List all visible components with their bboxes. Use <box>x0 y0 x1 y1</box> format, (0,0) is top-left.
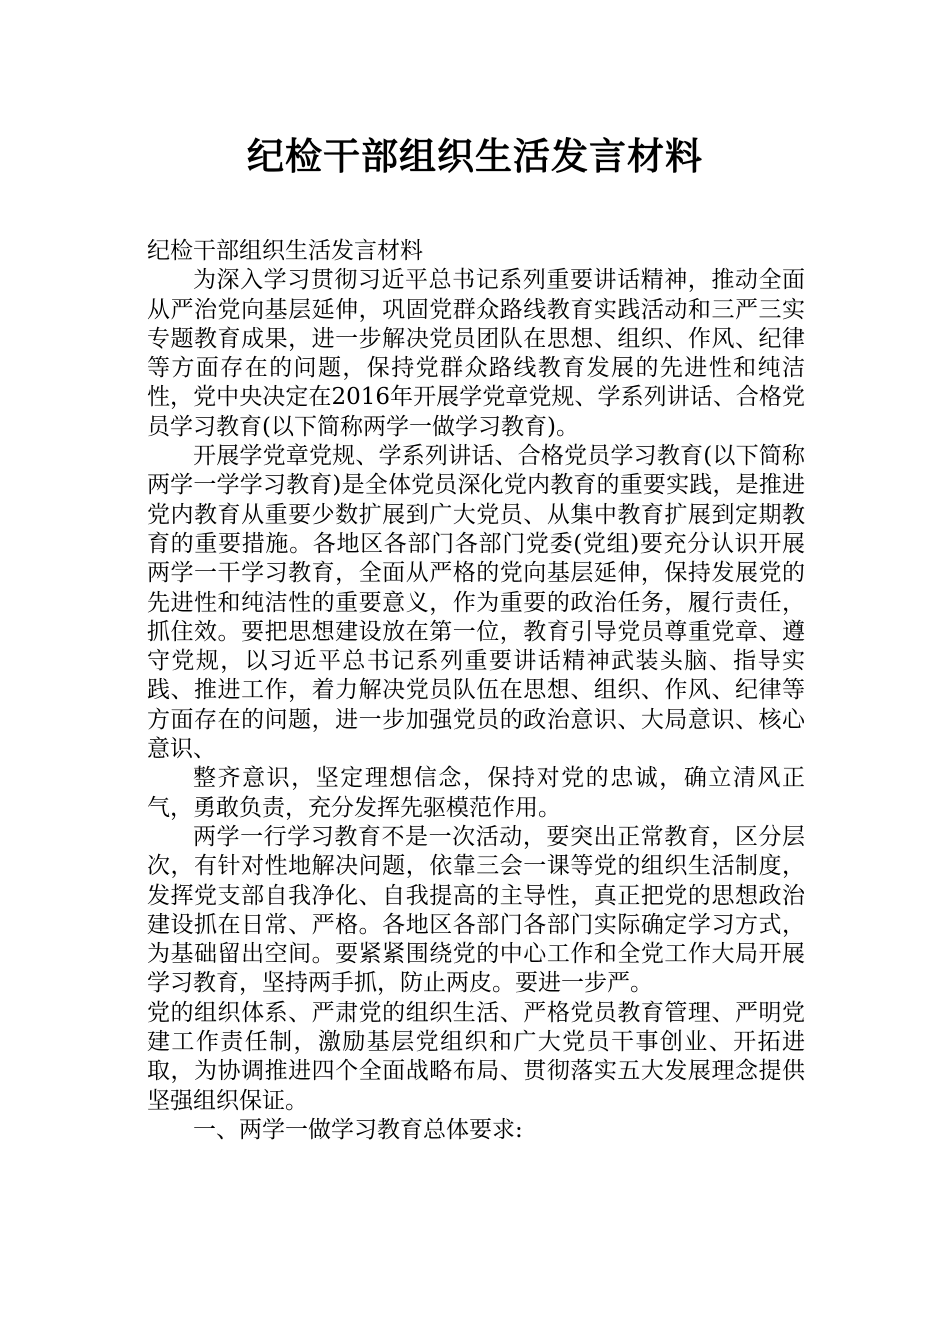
paragraph-regular-education: 两学一行学习教育不是一次活动，要突出正常教育，区分层次，有针对性地解决问题，依靠三会一课等党的组织生活制度，发挥党支部自我净化、自我提高的主导性，真正把党的思想政治建设抓在日常、严格。各地区各部门各部门实际确定学习方式，为基础留出空间。要紧紧围绕党的中心工作和全党工作大局开展学习教育，坚持两手抓，防止两皮。要进一步严。 <box>147 823 805 997</box>
paragraph-section-one: 一、两学一做学习教育总体要求: <box>193 1116 523 1143</box>
paragraph-heading: 纪检干部组织生活发言材料 <box>147 238 423 264</box>
document-title: 纪检干部组织生活发言材料 <box>247 134 703 178</box>
paragraph-significance: 开展学党章党规、学系列讲话、合格党员学习教育(以下简称两学一学学习教育)是全体党员深化党内教育的重要实践，是推进党内教育从重要少数扩展到广大党员、从集中教育扩展到定期教育的重要措施。各地区各部门各部门党委(党组)要充分认识开展两学一干学习教育，全面从严格的党向基层延伸，保持发展党的先进性和纯洁性的重要意义，作为重要的政治任务，履行责任，抓住效。要把思想建设放在第一位，教育引导党员尊重党章、遵守党规，以习近平总书记系列重要讲话精神武装头脑、指导实践、推进工作，着力解决党员队伍在思想、组织、作风、纪律等方面存在的问题，进一步加强党员的政治意识、大局意识、核心意识、 <box>147 443 805 763</box>
paragraph-organization-system: 党的组织体系、严肃党的组织生活、严格党员教育管理、严明党建工作责任制，激励基层党组织和广大党员干事创业、开拓进取，为协调推进四个全面战略布局、贯彻落实五大发展理念提供坚强组织保证。 <box>147 999 805 1114</box>
paragraph-intro: 为深入学习贯彻习近平总书记系列重要讲话精神，推动全面从严治党向基层延伸，巩固党群众路线教育实践活动和三严三实专题教育成果，进一步解决党员团队在思想、组织、作风、纪律等方面存在的问题，保持党群众路线教育发展的先进性和纯洁性，党中央决定在2016年开展学党章党规、学系列讲话、合格党员学习教育(以下简称两学一做学习教育)。 <box>147 267 805 440</box>
document-body <box>147 237 805 1145</box>
paragraph-awareness: 整齐意识，坚定理想信念，保持对党的忠诚，确立清风正气，勇敢负责，充分发挥先驱模范作用。 <box>147 765 805 821</box>
